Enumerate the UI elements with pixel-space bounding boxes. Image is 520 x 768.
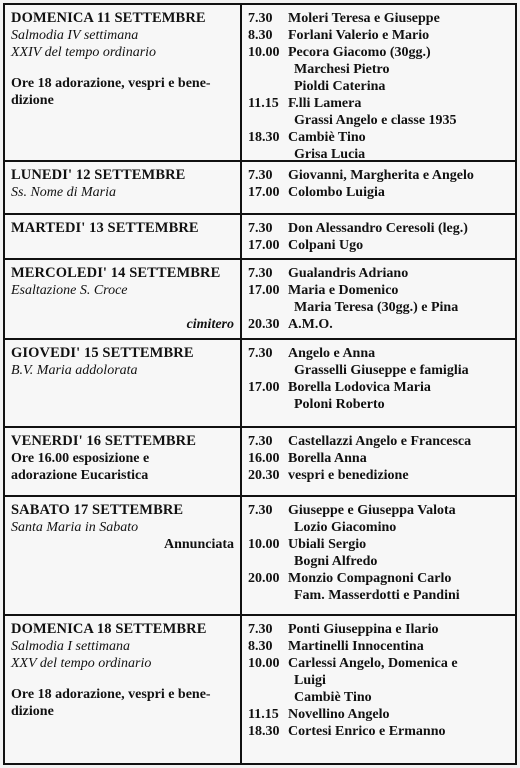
day-subtitle: Esaltazione S. Croce — [11, 283, 128, 298]
mass-intention: Fam. Masserdotti e Pandini — [294, 588, 460, 603]
day-row — [5, 426, 515, 495]
mass-entry — [248, 184, 509, 201]
day-row — [5, 338, 515, 426]
mass-time: 11.15 — [248, 707, 279, 722]
mass-intention: Luigi — [294, 673, 326, 688]
day-info — [5, 162, 242, 213]
day-note: Ore 18 adorazione, vespri e bene-dizione — [11, 687, 211, 719]
mass-time: 18.30 — [248, 130, 280, 145]
day-note: Ore 18 adorazione, vespri e bene-dizione — [11, 76, 211, 108]
mass-intention: Grassi Angelo e classe 1935 — [294, 113, 457, 128]
mass-time: 7.30 — [248, 503, 273, 518]
day-info — [5, 428, 242, 495]
mass-time: 16.00 — [248, 451, 280, 466]
mass-intention: Martinelli Innocentina — [288, 639, 424, 654]
mass-time: 20.00 — [248, 571, 280, 586]
day-subtitle: XXIV del tempo ordinario — [11, 45, 157, 60]
day-row — [5, 5, 515, 160]
mass-time: 7.30 — [248, 266, 273, 281]
mass-intention: Ubiali Sergio — [288, 537, 367, 552]
mass-intention: Carlessi Angelo, Domenica e — [288, 656, 458, 671]
mass-time: 18.30 — [248, 724, 280, 739]
day-row — [5, 495, 515, 614]
day-subtitle: B.V. Maria addolorata — [11, 363, 138, 378]
weekly-mass-calendar — [3, 3, 517, 765]
day-title: GIOVEDI' 15 SETTEMBRE — [11, 345, 194, 361]
mass-entry — [248, 167, 509, 184]
mass-intention: Forlani Valerio e Mario — [288, 28, 430, 43]
mass-entry — [248, 282, 509, 299]
mass-entry — [248, 95, 509, 112]
mass-intention: Cambiè Tino — [288, 130, 366, 145]
mass-time: 7.30 — [248, 434, 273, 449]
mass-entry — [248, 433, 509, 450]
day-subtitle: Salmodia IV settimana — [11, 28, 139, 43]
day-subtitle: Ss. Nome di Maria — [11, 185, 116, 200]
mass-entry — [248, 44, 509, 61]
day-title: MERCOLEDI' 14 SETTEMBRE — [11, 265, 221, 281]
mass-list — [242, 5, 515, 160]
mass-intention: Lozio Giacomino — [294, 520, 397, 535]
day-note: adorazione Eucaristica — [11, 468, 149, 483]
mass-entry — [248, 621, 509, 638]
mass-intention: Marchesi Pietro — [294, 62, 390, 77]
mass-entry — [248, 467, 509, 484]
mass-entry — [248, 345, 509, 362]
mass-intention: Don Alessandro Ceresoli (leg.) — [288, 221, 468, 236]
day-subtitle: Santa Maria in Sabato — [11, 520, 139, 535]
mass-entry — [248, 10, 509, 27]
mass-intention: Borella Anna — [288, 451, 367, 466]
mass-time: 17.00 — [248, 380, 280, 395]
day-info — [5, 340, 242, 426]
mass-intention: vespri e benedizione — [288, 468, 409, 483]
day-title: VENERDI' 16 SETTEMBRE — [11, 433, 196, 449]
mass-entry — [248, 502, 509, 519]
mass-time: 20.30 — [248, 317, 280, 332]
mass-entry — [248, 723, 509, 740]
mass-intention: Pioldi Caterina — [294, 79, 386, 94]
mass-time: 17.00 — [248, 283, 280, 298]
day-title: DOMENICA 11 SETTEMBRE — [11, 10, 206, 26]
day-info — [5, 215, 242, 258]
mass-entry — [248, 129, 509, 146]
mass-intention: Cambiè Tino — [294, 690, 372, 705]
mass-time: 7.30 — [248, 346, 273, 361]
mass-entry — [248, 706, 509, 723]
mass-list — [242, 428, 515, 495]
day-row — [5, 258, 515, 338]
day-row — [5, 213, 515, 258]
mass-intention: Ponti Giuseppina e Ilario — [288, 622, 439, 637]
mass-entry — [248, 570, 509, 587]
mass-intention: Giuseppe e Giuseppa Valota — [288, 503, 456, 518]
mass-intention: Castellazzi Angelo e Francesca — [288, 434, 472, 449]
mass-entry — [248, 536, 509, 553]
mass-entry — [248, 220, 509, 237]
mass-intention: Colombo Luigia — [288, 185, 385, 200]
mass-intention: Gualandris Adriano — [288, 266, 409, 281]
mass-list — [242, 215, 515, 258]
mass-list — [242, 260, 515, 338]
day-title: DOMENICA 18 SETTEMBRE — [11, 621, 207, 637]
mass-intention: Moleri Teresa e Giuseppe — [288, 11, 440, 26]
day-subtitle: XXV del tempo ordinario — [11, 656, 152, 671]
mass-entry — [248, 265, 509, 282]
mass-entry — [248, 655, 509, 672]
mass-time: 10.00 — [248, 656, 280, 671]
day-info — [5, 616, 242, 763]
mass-entry — [248, 316, 509, 333]
mass-intention: Pecora Giacomo (30gg.) — [288, 45, 431, 60]
mass-list — [242, 616, 515, 763]
mass-intention: Cortesi Enrico e Ermanno — [288, 724, 446, 739]
mass-time: 11.15 — [248, 96, 279, 111]
mass-time: 7.30 — [248, 11, 273, 26]
mass-entry — [248, 450, 509, 467]
location-note: Annunciata — [163, 537, 234, 552]
mass-time: 17.00 — [248, 185, 280, 200]
mass-entry — [248, 237, 509, 254]
mass-intention: Monzio Compagnoni Carlo — [288, 571, 452, 586]
mass-intention: A.M.O. — [288, 317, 333, 332]
mass-intention: Grisa Lucia — [294, 147, 366, 162]
mass-time: 8.30 — [248, 28, 273, 43]
mass-intention: Maria Teresa (30gg.) e Pina — [294, 300, 459, 315]
mass-time: 10.00 — [248, 45, 280, 60]
mass-intention: Borella Lodovica Maria — [288, 380, 431, 395]
mass-intention: Colpani Ugo — [288, 238, 364, 253]
mass-entry — [248, 379, 509, 396]
day-title: LUNEDI' 12 SETTEMBRE — [11, 167, 186, 183]
mass-intention: Bogni Alfredo — [294, 554, 378, 569]
mass-intention: Poloni Roberto — [294, 397, 385, 412]
mass-time: 7.30 — [248, 221, 273, 236]
mass-time: 8.30 — [248, 639, 273, 654]
mass-list — [242, 340, 515, 426]
mass-entry — [248, 638, 509, 655]
day-info — [5, 260, 242, 338]
day-title: SABATO 17 SETTEMBRE — [11, 502, 184, 518]
mass-intention: Grasselli Giuseppe e famiglia — [294, 363, 469, 378]
mass-list — [242, 162, 515, 213]
day-row — [5, 160, 515, 213]
day-title: MARTEDI' 13 SETTEMBRE — [11, 220, 199, 236]
mass-time: 7.30 — [248, 622, 273, 637]
mass-time: 17.00 — [248, 238, 280, 253]
mass-time: 7.30 — [248, 168, 273, 183]
mass-intention: Novellino Angelo — [288, 707, 390, 722]
day-info — [5, 497, 242, 614]
day-info — [5, 5, 242, 160]
mass-list — [242, 497, 515, 614]
day-row — [5, 614, 515, 763]
mass-intention: Angelo e Anna — [288, 346, 376, 361]
mass-time: 10.00 — [248, 537, 280, 552]
mass-intention: F.lli Lamera — [288, 96, 362, 111]
mass-intention: Giovanni, Margherita e Angelo — [288, 168, 474, 183]
mass-time: 20.30 — [248, 468, 280, 483]
mass-intention: Maria e Domenico — [288, 283, 399, 298]
location-note: cimitero — [186, 317, 234, 332]
day-subtitle: Salmodia I settimana — [11, 639, 130, 654]
day-note: Ore 16.00 esposizione e — [11, 451, 150, 466]
mass-entry — [248, 27, 509, 44]
